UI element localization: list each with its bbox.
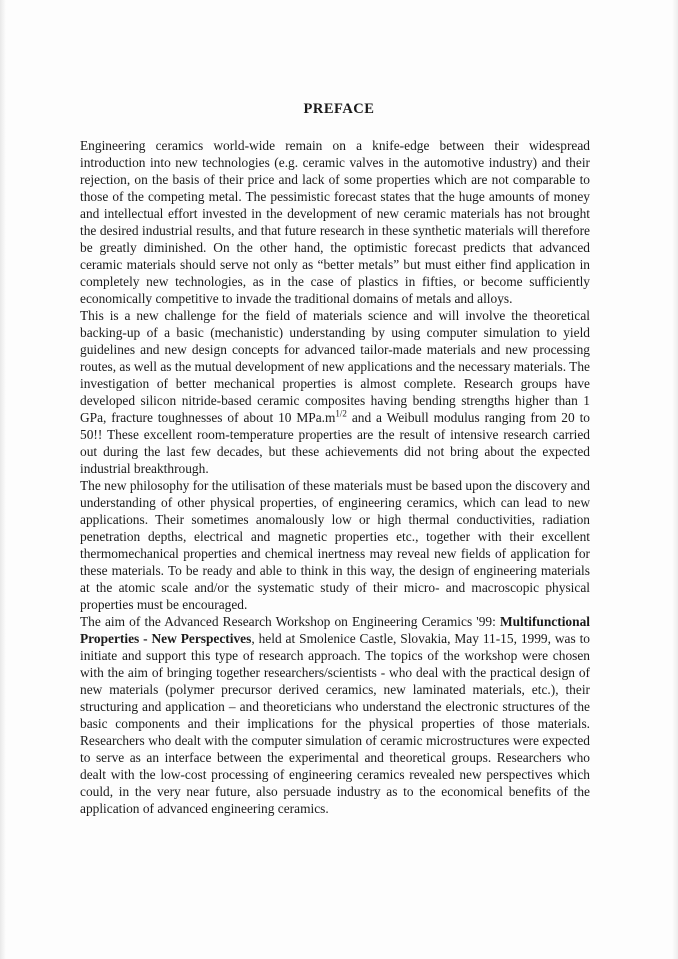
paragraph-2 — [80, 307, 590, 477]
paragraph-3: The new philosophy for the utilisation of these materials must be based upon the discovery and understanding of other physical properties, of engineering ceramics, which can lead to new applications. Their sometimes anomalously low or high thermal conductivities, radiation penetration depths, electrical and magnetic properties etc., together with their excellent thermomechanical properties and chemical inertness may reveal new fields of application for these materials. To be ready and able to think in this way, the design of engineering materials at the atomic scale and/or the systematic study of their micro- and macroscopic physical properties must be encouraged. — [80, 478, 590, 612]
exponent-superscript: 1/2 — [335, 408, 347, 419]
paragraph-1: Engineering ceramics world-wide remain on a knife-edge between their widespread introduction into new technologies (e.g. ceramic valves in the automotive industry) and their rejection, on the basis of their price and lack of some properties which are not comparable to those of the competing metal. The pessimistic forecast states that the huge amounts of money and intellectual effort invested in the development of new ceramic materials has not brought the desired industrial results, and that future research in these synthetic materials will therefore be greatly diminished. On the other hand, the optimistic forecast predicts that advanced ceramic materials should serve not only as “better metals” but must either find application in completely new technologies, as in the case of plastics in fifties, or become sufficiently economically competitive to invade the traditional domains of metals and alloys. — [80, 138, 590, 306]
workshop-title-bold: Multifunctional Properties - New Perspectives — [80, 614, 590, 646]
page-title: PREFACE — [303, 101, 375, 117]
paragraph-4-text-a: The aim of the Advanced Research Workshop on Engineering Ceramics '99: — [80, 614, 500, 629]
paragraph-4-text-b: , held at Smolenice Castle, Slovakia, May 11-15, 1999, was to initiate and support this type of research approach. The topics of the workshop were chosen with the aim of bringing together researchers/scientists - who deal with the practical design of new materials (polymer precursor derived ceramics, new laminated materials, etc.), their structuring and application – and theoreticians who understand the electronic structures of the basic components and their implications for the physical properties of those materials. Researchers who dealt with the computer simulation of ceramic microstructures were expected to serve as an interface between the experimental and theoretical groups. Researchers who dealt with the low-cost processing of engineering ceramics revealed new perspectives which could, in the very near future, also persuade industry as to the economical benefits of the application of advanced engineering ceramics. — [80, 631, 590, 816]
paragraph-2-text-a: This is a new challenge for the field of materials science and will involve the theoretical backing-up of a basic (mechanistic) understanding by using computer simulation to yield guidelines and new design concepts for advanced tailor-made materials and new processing routes, as well as the mutual development of new applications and the necessary materials. The investigation of better mechanical properties is almost complete. Research groups have developed silicon nitride-based ceramic composites having bending strengths higher than 1 GPa, fracture toughnesses of about 10 MPa.m — [80, 308, 590, 425]
page-edge-shadow-right — [672, 0, 678, 959]
page-edge-shadow-left — [0, 0, 6, 959]
paragraph-4 — [80, 613, 590, 817]
body-text — [80, 137, 590, 817]
paragraph-2-text-b: and a Weibull modulus ranging from 20 to 50!! These excellent room-temperature properties are the result of intensive research carried out during the last few decades, but these achievements did not bring about the expected industrial breakthrough. — [80, 410, 590, 476]
